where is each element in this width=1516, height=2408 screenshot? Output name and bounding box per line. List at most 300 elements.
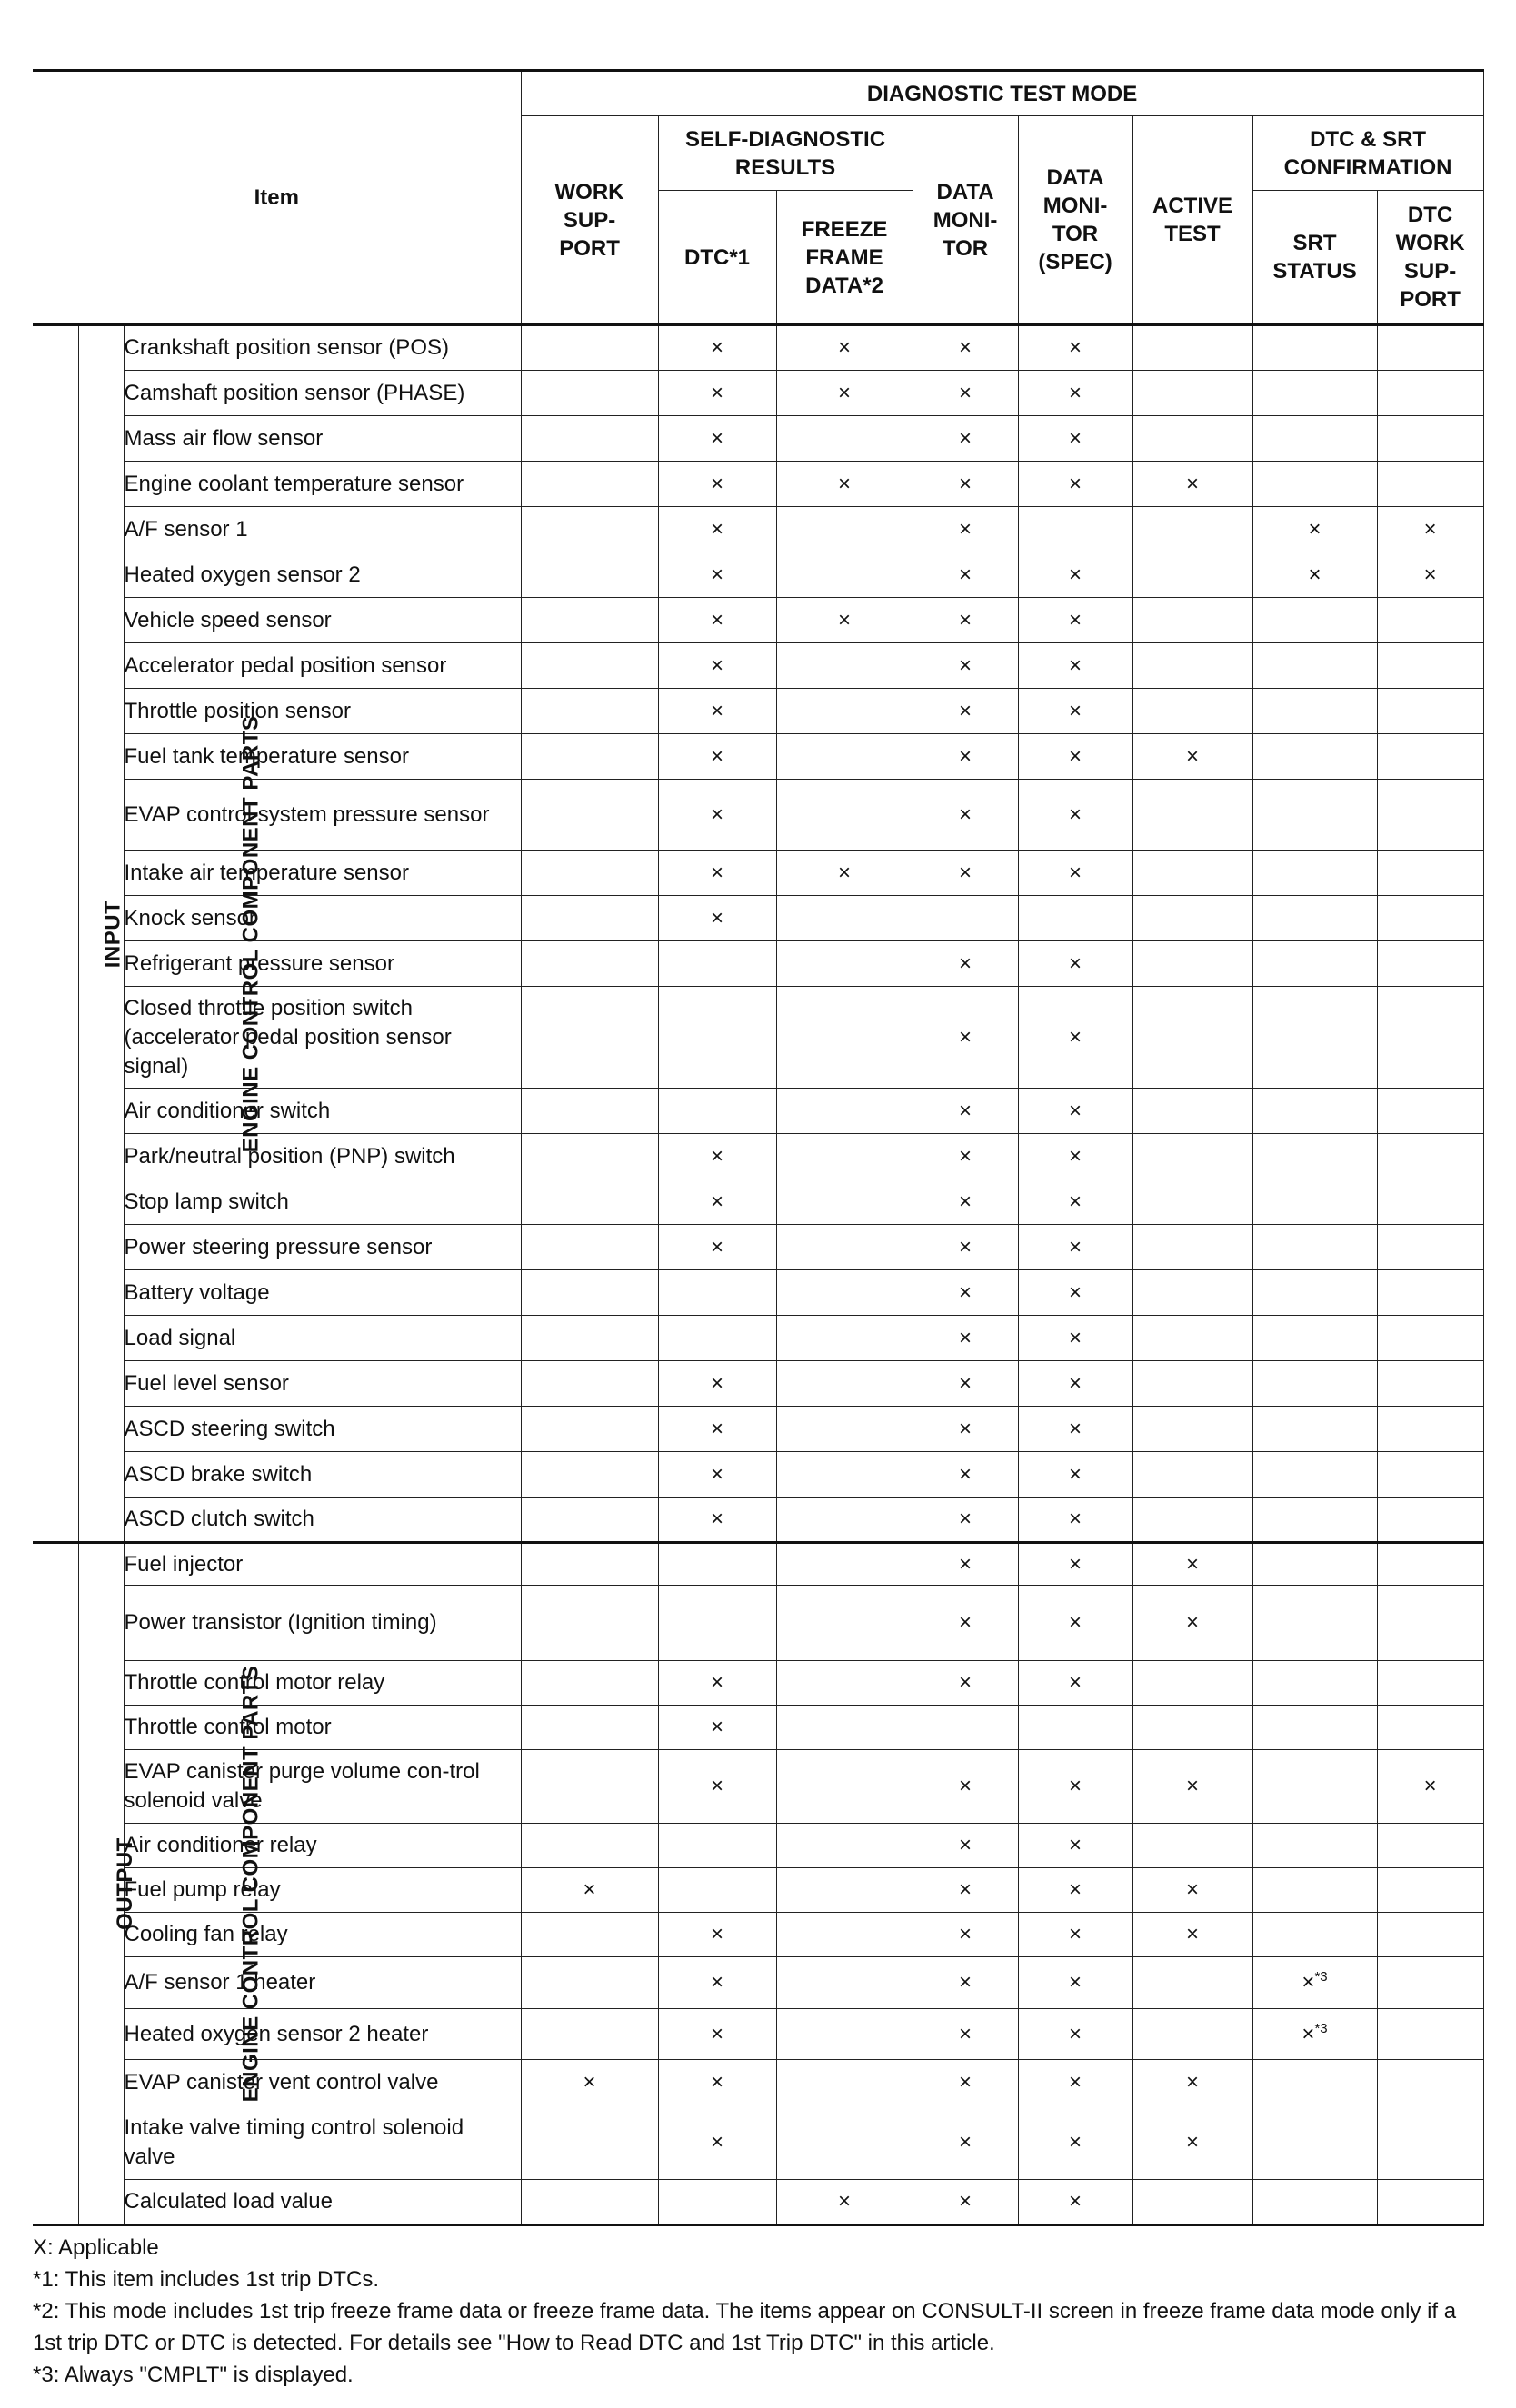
freeze-frame-data-cell [776,643,913,689]
dtc-work-support-cell [1377,987,1483,1089]
work-support-cell [521,734,658,780]
active-test-cell: × [1132,734,1252,780]
work-support-cell [521,1498,658,1543]
work-support-cell [521,1361,658,1407]
freeze-frame-data-cell [776,1452,913,1498]
table-row [33,598,1483,643]
srt-status-cell [1252,1270,1377,1316]
data-monitor-spec-cell: × [1018,851,1132,896]
freeze-frame-data-cell [776,1179,913,1225]
freeze-frame-data-cell: × [776,325,913,371]
freeze-frame-data-cell [776,1661,913,1706]
data-monitor-cell: × [913,1824,1018,1868]
freeze-frame-data-cell [776,896,913,941]
srt-status-cell [1252,734,1377,780]
dtc-work-support-header [1377,191,1483,325]
applicable-mark: × [1302,1970,1315,1995]
dtc-work-support-cell [1377,734,1483,780]
data-monitor-cell [913,1706,1018,1750]
srt-status-cell [1252,987,1377,1089]
work-support-cell [521,1706,658,1750]
srt-status-cell [1252,2009,1377,2060]
table-row [33,1407,1483,1452]
srt-status-cell [1252,780,1377,851]
data-monitor-line: DATA [936,179,994,204]
dtc-cell: × [658,507,776,552]
dtc-work-support-cell [1377,1824,1483,1868]
item-name: Fuel tank temperature sensor [124,734,521,780]
dtc-cell [658,1316,776,1361]
freeze-frame-data-cell: × [776,462,913,507]
data-monitor-cell: × [913,1407,1018,1452]
table-row [33,325,1483,371]
data-monitor-spec-line: TOR [1052,222,1099,246]
data-monitor-spec-cell: × [1018,2060,1132,2105]
item-name: Vehicle speed sensor [124,598,521,643]
data-monitor-spec-cell: × [1018,1586,1132,1661]
work-support-cell [521,851,658,896]
item-name: Throttle control motor relay [124,1661,521,1706]
data-monitor-cell: × [913,941,1018,987]
data-monitor-cell: × [913,1498,1018,1543]
footnote-2: *2: This mode includes 1st trip freeze frame data or freeze frame data. The items appear on CONSULT-II screen in freeze frame data mode only if a 1st trip DTC or DTC is detected. For details see "How to Read DTC and 1st Trip DTC" in this article. [33,2299,1457,2355]
item-name: EVAP control system pressure sensor [124,780,521,851]
dtc-cell: × [658,371,776,416]
srt-status-cell [1252,1750,1377,1824]
subgroup-label-text: OUTPUT [112,1837,137,1930]
active-test-cell [1132,941,1252,987]
work-support-header [521,116,658,325]
data-monitor-spec-cell: × [1018,598,1132,643]
freeze-frame-data-cell [776,1089,913,1134]
dtc-work-support-cell [1377,1661,1483,1706]
item-name: Air conditioner switch [124,1089,521,1134]
item-header: Item [33,71,521,325]
data-monitor-cell: × [913,1316,1018,1361]
dtc-cell: × [658,1179,776,1225]
work-support-cell [521,1089,658,1134]
srt-status-cell [1252,2105,1377,2180]
data-monitor-cell: × [913,1452,1018,1498]
data-monitor-line: MONI- [933,207,998,233]
dtc-work-support-cell [1377,1868,1483,1913]
data-monitor-spec-cell: × [1018,2180,1132,2225]
data-monitor-spec-cell: × [1018,1498,1132,1543]
table-row [33,1586,1483,1661]
dtc-work-support-line: PORT [1400,287,1461,312]
freeze-frame-data-cell: × [776,371,913,416]
srt-status-cell [1252,416,1377,462]
table-row [33,552,1483,598]
active-test-header [1132,116,1252,325]
item-name: Heated oxygen sensor 2 [124,552,521,598]
subgroup-label [78,325,124,1543]
data-monitor-spec-cell: × [1018,1407,1132,1452]
work-support-cell [521,1452,658,1498]
dtc-srt-line: CONFIRMATION [1283,154,1452,180]
active-test-cell [1132,1824,1252,1868]
work-support-cell [521,1225,658,1270]
item-name: Air conditioner relay [124,1824,521,1868]
active-test-cell [1132,507,1252,552]
table-row [33,643,1483,689]
data-monitor-spec-cell: × [1018,734,1132,780]
dtc-cell: × [658,734,776,780]
footnotes [33,2232,1483,2391]
srt-status-cell [1252,1824,1377,1868]
srt-status-cell [1252,1089,1377,1134]
dtc-work-support-line: SUP- [1403,259,1457,284]
data-monitor-cell: × [913,1361,1018,1407]
footnote-ref: *3 [1314,2020,1328,2036]
dtc-work-support-cell [1377,1270,1483,1316]
item-name: EVAP canister purge volume con-trol solenoid valve [124,1750,521,1824]
active-test-cell [1132,689,1252,734]
table-row [33,1270,1483,1316]
freeze-frame-data-cell: × [776,2180,913,2225]
dtc-cell: × [658,896,776,941]
srt-status-cell [1252,896,1377,941]
freeze-line: FRAME [805,244,883,270]
freeze-frame-data-cell [776,1498,913,1543]
subgroup-label-text: INPUT [99,900,125,968]
active-test-cell [1132,643,1252,689]
dtc-cell [658,1089,776,1134]
table-row [33,371,1483,416]
srt-status-header [1252,191,1377,325]
srt-status-cell [1252,1868,1377,1913]
dtc-cell: × [658,2009,776,2060]
work-support-cell [521,598,658,643]
dtc-work-support-cell [1377,416,1483,462]
table-row [33,1179,1483,1225]
data-monitor-spec-cell: × [1018,1270,1132,1316]
freeze-frame-data-cell [776,1316,913,1361]
data-monitor-cell: × [913,2180,1018,2225]
item-name: Camshaft position sensor (PHASE) [124,371,521,416]
work-support-cell [521,643,658,689]
work-support-cell [521,987,658,1089]
active-test-cell [1132,1225,1252,1270]
item-name: Crankshaft position sensor (POS) [124,325,521,371]
active-test-line: TEST [1164,222,1221,246]
dtc-work-support-cell [1377,1179,1483,1225]
srt-status-cell [1252,1543,1377,1586]
data-monitor-spec-cell: × [1018,1750,1132,1824]
table-row [33,462,1483,507]
work-support-line: WORK [554,179,624,204]
dtc-work-support-cell: × [1377,507,1483,552]
active-test-line: ACTIVE [1152,194,1233,218]
data-monitor-cell: × [913,325,1018,371]
data-monitor-spec-cell: × [1018,643,1132,689]
active-test-cell [1132,1452,1252,1498]
active-test-cell [1132,1661,1252,1706]
work-support-cell [521,941,658,987]
item-name: Intake air temperature sensor [124,851,521,896]
dtc-work-support-line: DTC [1407,203,1453,227]
freeze-frame-data-cell [776,1361,913,1407]
active-test-cell [1132,1179,1252,1225]
item-name: A/F sensor 1 heater [124,1957,521,2009]
dtc-work-support-cell [1377,1225,1483,1270]
dtc-work-support-cell [1377,325,1483,371]
table-row [33,1452,1483,1498]
data-monitor-cell: × [913,1957,1018,2009]
freeze-frame-data-cell [776,1270,913,1316]
item-name: Stop lamp switch [124,1179,521,1225]
freeze-frame-data-cell [776,1706,913,1750]
data-monitor-cell: × [913,1225,1018,1270]
dtc-cell [658,1824,776,1868]
diagnostic-test-mode-header: DIAGNOSTIC TEST MODE [521,71,1483,116]
srt-status-cell [1252,941,1377,987]
data-monitor-spec-cell: × [1018,1957,1132,2009]
active-test-cell [1132,1957,1252,2009]
work-support-cell [521,507,658,552]
item-name: Calculated load value [124,2180,521,2225]
data-monitor-cell: × [913,462,1018,507]
dtc-cell: × [658,462,776,507]
data-monitor-spec-cell: × [1018,1452,1132,1498]
dtc-cell: × [658,416,776,462]
dtc-work-support-cell [1377,941,1483,987]
subgroup-label [78,1543,137,2225]
work-support-cell [521,2009,658,2060]
data-monitor-spec-cell: × [1018,2009,1132,2060]
group-label-text: ENGINE CONTROL COMPONENT PARTS [238,1665,264,2103]
data-monitor-cell: × [913,598,1018,643]
active-test-cell [1132,1089,1252,1134]
freeze-frame-data-cell [776,689,913,734]
dtc-work-support-cell [1377,2009,1483,2060]
work-support-cell [521,1661,658,1706]
active-test-cell [1132,987,1252,1089]
active-test-cell: × [1132,1750,1252,1824]
freeze-frame-data-header [776,191,913,325]
dtc-work-support-cell [1377,896,1483,941]
dtc-cell: × [658,2060,776,2105]
dtc-work-support-cell [1377,371,1483,416]
srt-status-cell [1252,1179,1377,1225]
work-support-cell: × [521,2060,658,2105]
srt-status-cell [1252,371,1377,416]
freeze-frame-data-cell [776,1134,913,1179]
freeze-frame-data-cell [776,780,913,851]
work-support-cell [521,1913,658,1957]
data-monitor-cell: × [913,780,1018,851]
freeze-frame-data-cell [776,734,913,780]
item-name: A/F sensor 1 [124,507,521,552]
item-name: Fuel pump relay [124,1868,521,1913]
srt-status-cell [1252,1316,1377,1361]
srt-status-cell [1252,689,1377,734]
active-test-cell [1132,1270,1252,1316]
data-monitor-cell: × [913,552,1018,598]
data-monitor-spec-cell: × [1018,1225,1132,1270]
work-support-cell [521,1957,658,2009]
work-support-cell [521,1407,658,1452]
data-monitor-cell: × [913,1750,1018,1824]
item-name: EVAP canister vent control valve [124,2060,521,2105]
srt-status-cell [1252,462,1377,507]
item-name: Power steering pressure sensor [124,1225,521,1270]
active-test-cell [1132,325,1252,371]
data-monitor-cell: × [913,1270,1018,1316]
dtc-work-support-cell [1377,851,1483,896]
srt-status-cell [1252,1957,1377,2009]
active-test-cell [1132,416,1252,462]
item-name: Park/neutral position (PNP) switch [124,1134,521,1179]
data-monitor-cell: × [913,1089,1018,1134]
data-monitor-cell: × [913,1661,1018,1706]
freeze-frame-data-cell [776,1913,913,1957]
table-row [33,2180,1483,2225]
dtc-cell: × [658,851,776,896]
work-support-cell [521,1179,658,1225]
data-monitor-line: TOR [942,235,989,261]
active-test-cell: × [1132,1586,1252,1661]
dtc-cell: × [658,325,776,371]
dtc-cell: × [658,1661,776,1706]
work-support-line: PORT [559,235,620,261]
data-monitor-spec-cell: × [1018,1824,1132,1868]
data-monitor-cell: × [913,1543,1018,1586]
item-name: Refrigerant pressure sensor [124,941,521,987]
dtc-work-support-cell [1377,1706,1483,1750]
dtc-work-support-cell [1377,780,1483,851]
data-monitor-cell: × [913,643,1018,689]
dtc-cell: × [658,1225,776,1270]
work-support-cell [521,2105,658,2180]
work-support-cell [521,371,658,416]
srt-status-cell [1252,1661,1377,1706]
data-monitor-spec-cell: × [1018,1134,1132,1179]
data-monitor-cell: × [913,2105,1018,2180]
dtc-work-support-cell [1377,462,1483,507]
freeze-frame-data-cell [776,507,913,552]
dtc-cell: × [658,1957,776,2009]
table-row [33,416,1483,462]
item-name: ASCD steering switch [124,1407,521,1452]
srt-status-cell [1252,2060,1377,2105]
active-test-cell [1132,1706,1252,1750]
active-test-cell [1132,2180,1252,2225]
data-monitor-spec-header [1018,116,1132,325]
table-row [33,1361,1483,1407]
footnote-1: *1: This item includes 1st trip DTCs. [33,2267,380,2292]
self-diagnostic-results-header [658,116,913,191]
dtc-header: DTC*1 [658,191,776,325]
data-monitor-spec-cell [1018,1706,1132,1750]
work-support-cell [521,780,658,851]
diagnostic-test-mode-table [33,69,1484,2226]
data-monitor-spec-cell [1018,896,1132,941]
work-support-cell [521,689,658,734]
dtc-work-support-cell [1377,2180,1483,2225]
dtc-cell: × [658,1134,776,1179]
active-test-cell: × [1132,1868,1252,1913]
dtc-cell [658,1586,776,1661]
freeze-line: DATA*2 [805,273,883,298]
active-test-cell [1132,1407,1252,1452]
freeze-frame-data-cell [776,1407,913,1452]
data-monitor-spec-cell: × [1018,1913,1132,1957]
freeze-frame-data-cell [776,1957,913,2009]
data-monitor-cell: × [913,507,1018,552]
item-name: Power transistor (Ignition timing) [124,1586,521,1661]
table-row [33,1316,1483,1361]
data-monitor-spec-cell: × [1018,325,1132,371]
data-monitor-spec-cell: × [1018,552,1132,598]
srt-status-cell [1252,1913,1377,1957]
dtc-cell [658,941,776,987]
srt-status-cell: × [1252,507,1377,552]
active-test-cell: × [1132,2060,1252,2105]
table-row [33,1225,1483,1270]
item-name: Fuel injector [124,1543,521,1586]
item-name: Fuel level sensor [124,1361,521,1407]
dtc-work-support-cell [1377,1361,1483,1407]
dtc-cell: × [658,1498,776,1543]
work-support-cell [521,1824,658,1868]
data-monitor-cell: × [913,851,1018,896]
data-monitor-spec-cell: × [1018,780,1132,851]
dtc-srt-line: DTC & SRT [1310,126,1427,152]
freeze-line: FREEZE [801,216,888,242]
srt-status-cell [1252,1225,1377,1270]
data-monitor-spec-cell: × [1018,1089,1132,1134]
data-monitor-spec-cell: × [1018,1179,1132,1225]
dtc-work-support-cell [1377,598,1483,643]
data-monitor-spec-line: MONI- [1042,194,1108,218]
table-row [33,1498,1483,1543]
data-monitor-cell: × [913,2060,1018,2105]
data-monitor-cell: × [913,1134,1018,1179]
item-name: Load signal [124,1316,521,1361]
dtc-cell: × [658,2105,776,2180]
data-monitor-spec-cell: × [1018,416,1132,462]
data-monitor-spec-cell: × [1018,1661,1132,1706]
work-support-cell [521,896,658,941]
dtc-cell: × [658,552,776,598]
work-support-cell [521,552,658,598]
freeze-frame-data-cell: × [776,851,913,896]
work-support-cell [521,1134,658,1179]
dtc-cell: × [658,598,776,643]
data-monitor-cell: × [913,1913,1018,1957]
dtc-cell [658,1868,776,1913]
dtc-cell [658,987,776,1089]
dtc-work-support-cell [1377,1498,1483,1543]
srt-status-cell: × [1252,552,1377,598]
freeze-frame-data-cell [776,2105,913,2180]
active-test-cell [1132,2009,1252,2060]
data-monitor-cell: × [913,734,1018,780]
active-test-cell [1132,552,1252,598]
item-name: Intake valve timing control solenoid valve [124,2105,521,2180]
data-monitor-spec-cell: × [1018,689,1132,734]
freeze-frame-data-cell [776,1586,913,1661]
freeze-frame-data-cell [776,1543,913,1586]
dtc-cell: × [658,780,776,851]
data-monitor-spec-cell: × [1018,1868,1132,1913]
data-monitor-spec-cell: × [1018,1361,1132,1407]
item-name: Mass air flow sensor [124,416,521,462]
work-support-cell [521,462,658,507]
item-name: Throttle control motor [124,1706,521,1750]
active-test-cell [1132,1361,1252,1407]
